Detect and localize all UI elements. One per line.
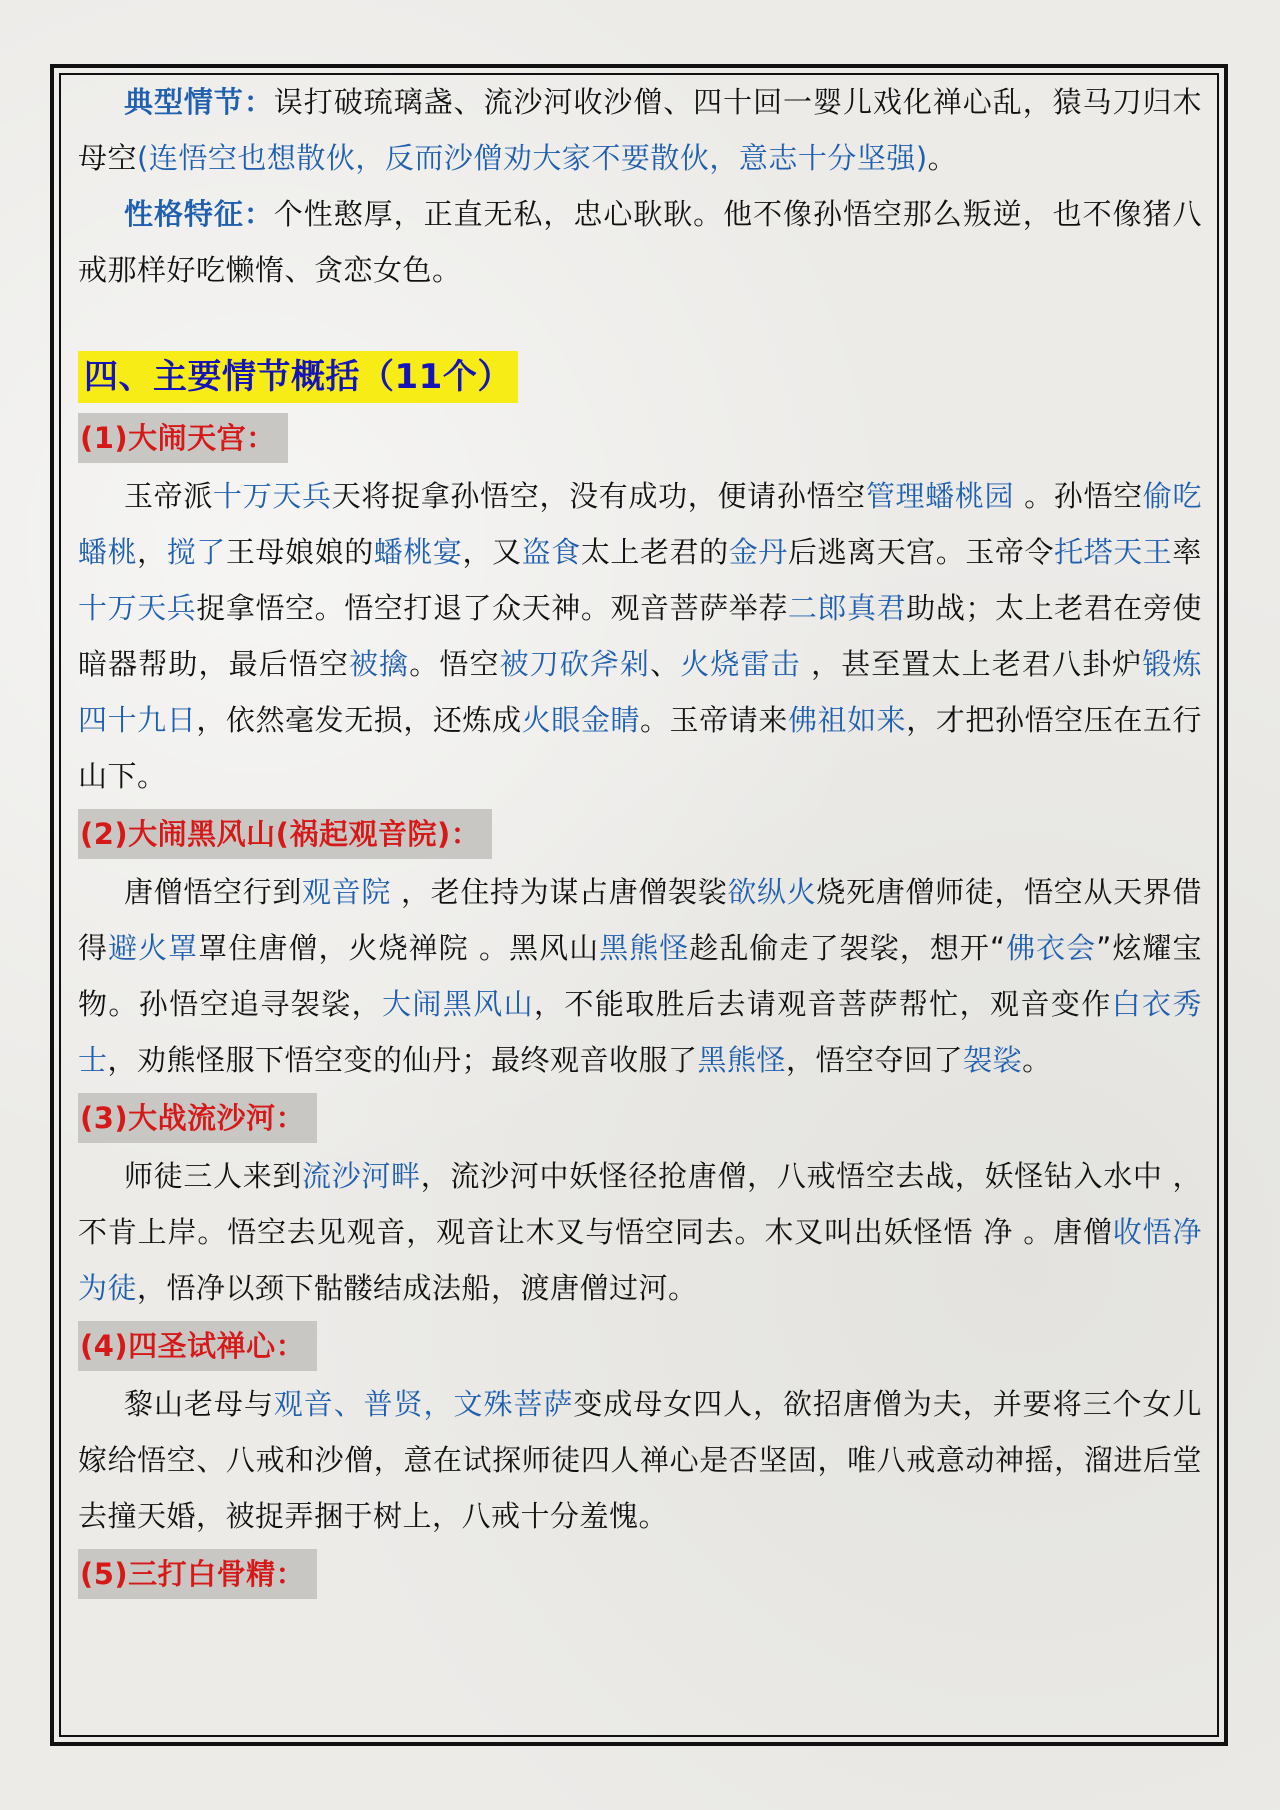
plot-text: ，依然毫发无损，还炼成 (196, 703, 522, 737)
key-term: 火烧雷击 (680, 647, 801, 681)
plot-text: 太上老君的 (580, 535, 729, 569)
section-heading-wrap (78, 350, 1202, 406)
plot-heading: (1)大闹天宫： (78, 413, 288, 463)
plot-text: ，悟空夺回了 (786, 1043, 964, 1077)
personality-text: 个性憨厚，正直无私，忠心耿耿。他不像孙悟空那么叛逆，也不像猪八戒那样好吃懒惰、贪恋女色。 (78, 197, 1202, 287)
plot-text: ，甚至置太上老君八卦炉 (800, 647, 1143, 681)
key-term: 十万天兵 (78, 591, 197, 625)
plot-text: ，才把孙悟空压在五行山下。 (78, 703, 1202, 793)
plot-text: 。 (1022, 1043, 1052, 1077)
key-term: 观音院 (302, 875, 392, 909)
typical-plot-text: 误打破琉璃盏、流沙河收沙僧、四十回一婴儿戏化禅心乱，猿马刀归木母空 (78, 85, 1202, 175)
key-term: 避火罩 (108, 931, 199, 965)
plot-text: ”炫耀宝物。孙悟空追寻袈裟， (78, 931, 1202, 1021)
key-term: 观音、普贤，文殊菩萨 (273, 1387, 574, 1421)
key-term: 火眼金睛 (521, 703, 641, 737)
plot-heading: (3)大战流沙河： (78, 1093, 317, 1143)
key-term: 白衣秀士 (78, 987, 1202, 1077)
plot-text: ，流沙河中妖怪径抢唐僧，八戒悟空去战，妖怪钻入水中 ，不肯上岸。悟空去见观音，观音让木叉与悟空同去。木叉叫出妖怪悟 净 。唐僧 (78, 1159, 1202, 1249)
plot-text: 。孙悟空 (1014, 479, 1143, 513)
plot-summary-paragraph (78, 74, 1202, 186)
plot-text: ，老住持为谋占唐僧袈裟 (391, 875, 728, 909)
plot-heading-wrap (78, 1090, 1202, 1146)
plot-list (78, 410, 1202, 1602)
plot-text: 唐僧悟空行到 (124, 875, 303, 909)
personality-paragraph (78, 186, 1202, 298)
plot-text: 趁乱偷走了袈裟，想开“ (689, 931, 1006, 965)
plot-text: 变成母女四人，欲招唐僧为夫，并要将三个女儿嫁给悟空、八戒和沙僧，意在试探师徒四人禅心是否坚固，唯八戒意动神摇，溜进后堂去撞天婚，被捉弄捆于树上，八戒十分羞愧。 (78, 1387, 1202, 1533)
key-term: 佛祖如来 (787, 703, 907, 737)
plot-text: 捉拿悟空。悟空打退了众天神。观音菩萨举荐 (196, 591, 788, 625)
key-term: 金丹 (728, 535, 788, 569)
plot-text: ，劝熊怪服下悟空变的仙丹；最终观音收服了 (107, 1043, 698, 1077)
key-term: 黑熊怪 (599, 931, 690, 965)
section-heading: 四、主要情节概括（11个） (78, 351, 518, 403)
plot-text: 。悟空 (409, 647, 500, 681)
key-term: 被刀砍斧剁 (499, 647, 651, 681)
key-term: 欲纵火 (727, 875, 817, 909)
plot-paragraph (78, 1376, 1202, 1544)
plot-text: 助战；太上老君在旁使暗器帮助，最后悟空 (78, 591, 1202, 681)
personality-label: 性格特征： (124, 197, 274, 231)
key-term: 大闹黑风山 (382, 987, 535, 1021)
plot-paragraph (78, 468, 1202, 804)
key-term: 二郎真君 (787, 591, 907, 625)
key-term: 十万天兵 (213, 479, 332, 513)
plot-heading-wrap (78, 410, 1202, 466)
typical-plot-highlight: (连悟空也想散伙，反而沙僧劝大家不要散伙，意志十分坚强) (137, 141, 928, 175)
plot-paragraph (78, 1148, 1202, 1316)
typical-plot-label: 典型情节： (124, 85, 274, 119)
key-term: 佛衣会 (1005, 931, 1097, 965)
plot-text: 率 (1172, 535, 1202, 569)
key-term: 偷吃蟠桃 (78, 479, 1202, 569)
key-term: 托塔天王 (1054, 535, 1173, 569)
plot-text: 天将捉拿孙悟空，没有成功，便请孙悟空 (331, 479, 866, 513)
plot-heading-wrap (78, 806, 1202, 862)
plot-text: ，又 (462, 535, 522, 569)
plot-text: 。玉帝请来 (640, 703, 788, 737)
document-body (78, 74, 1202, 1604)
typical-plot-end: 。 (927, 141, 958, 175)
key-term: 搅了 (166, 535, 226, 569)
key-term: 黑熊怪 (697, 1043, 787, 1077)
key-term: 被擒 (349, 647, 410, 681)
plot-text: ，悟净以颈下骷髅结成法船，渡唐僧过河。 (137, 1271, 698, 1305)
plot-heading: (2)大闹黑风山(祸起观音院)： (78, 809, 492, 859)
plot-text: 玉帝派 (124, 479, 214, 513)
key-term: 袈裟 (963, 1043, 1023, 1077)
plot-text: ，不能取胜后去请观音菩萨帮忙，观音变作 (534, 987, 1112, 1021)
key-term: 管理蟠桃园 (865, 479, 1015, 513)
plot-text: 罩住唐僧，火烧禅院 。黑风山 (198, 931, 600, 965)
plot-heading: (4)四圣试禅心： (78, 1321, 317, 1371)
plot-text: 王母娘娘的 (225, 535, 374, 569)
plot-text: 师徒三人来到 (124, 1159, 303, 1193)
plot-text: 烧死唐僧师徒，悟空从天界借得 (78, 875, 1202, 965)
plot-heading-wrap (78, 1318, 1202, 1374)
plot-text: 、 (650, 647, 681, 681)
plot-text: ， (137, 535, 167, 569)
key-term: 蟠桃宴 (373, 535, 463, 569)
key-term: 流沙河畔 (302, 1159, 421, 1193)
plot-text: 后逃离天宫。玉帝令 (787, 535, 1055, 569)
plot-heading: (5)三打白骨精： (78, 1549, 317, 1599)
key-term: 盗食 (521, 535, 581, 569)
key-term: 锻炼四十九日 (78, 647, 1202, 737)
plot-paragraph (78, 864, 1202, 1088)
key-term: 收悟净为徒 (78, 1215, 1202, 1305)
plot-text: 黎山老母与 (124, 1387, 274, 1421)
plot-heading-wrap (78, 1546, 1202, 1602)
